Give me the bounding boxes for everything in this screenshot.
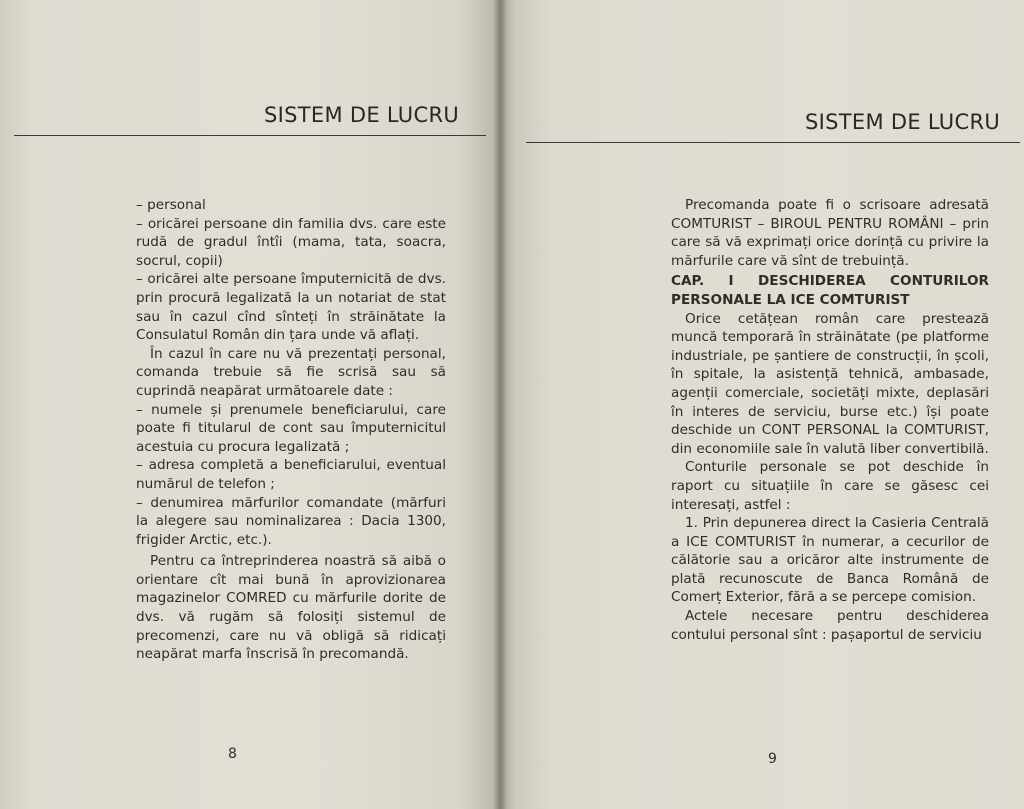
left-paragraph: – denumirea mărfurilor comandate (mărfuri la alegere sau nominalizarea : Dacia 1300, frigider Arctic, etc.).: [136, 494, 446, 548]
left-paragraph: – numele și prenumele beneficiarului, care poate fi titularul de cont sau împuternicitul acestuia cu procura legalizată ;: [136, 401, 446, 455]
left-header-rule: [14, 135, 486, 136]
right-body-text: [671, 196, 989, 644]
right-header-rule: [526, 142, 1020, 143]
left-paragraph: – oricărei alte persoane împuternicită de dvs. prin procură legalizată la un notariat de stat sau în cazul cînd sînteți în străinătate la Consulatul Român din țara unde vă aflați.: [136, 271, 446, 344]
left-paragraph: – adresa completă a beneficiarului, eventual numărul de telefon ;: [136, 457, 446, 492]
right-page-number: 9: [768, 751, 777, 767]
left-paragraph: Pentru ca întreprinderea noastră să aibă o orientare cît mai bună în aprovizionarea magazinelor COMRED cu mărfurile dorite de dvs. vă rugăm să folosiți sistemul de precomenzi, care nu vă obligă să ridicați neapărat marfa înscrisă în precomandă.: [136, 553, 446, 663]
left-page-number: 8: [228, 746, 237, 762]
right-paragraph: Orice cetățean român care prestează muncă temporară în străinătate (pe platforme industriale, pe șantiere de construcții, în școli, în spitale, la asistență tehnică, ambasade, agenții comerciale, societăți mixte, deplasări în interes de serviciu, burse etc.) își poate deschide un CONT PERSONAL la COMTURIST, din economiile sale în valută liber convertibilă.: [671, 310, 989, 457]
right-running-header: SISTEM DE LUCRU: [805, 110, 1001, 134]
right-page: [500, 0, 1024, 809]
left-paragraph: În cazul în care nu vă prezentați personal, comanda trebuie să fie scrisă sau să cuprindă neapărat următoarele date :: [136, 345, 446, 399]
left-body-text: [136, 196, 446, 664]
right-intro-paragraph: Precomanda poate fi o scrisoare adresată COMTURIST – BIROUL PENTRU ROMÂNI – prin care să vă exprimați orice dorință cu privire la mărfurile care vă sînt de trebuință.: [671, 197, 989, 269]
book-gutter-shadow: [493, 0, 507, 809]
section-heading: CAP. I DESCHIDEREA CONTURILOR PERSONALE LA ICE COMTURIST: [671, 273, 989, 308]
left-paragraph: – personal: [136, 197, 206, 213]
right-paragraph: 1. Prin depunerea direct la Casieria Centrală a ICE COMTURIST în numerar, a cecurilor de călătorie sau a oricăror alte instrumente de plată recunoscute de Banca Română de Comerț Exterior, fără a se percepe comision.: [671, 515, 989, 606]
left-page: [0, 0, 500, 809]
right-paragraph: Conturile personale se pot deschide în raport cu situațiile în care se găsesc cei interesați, astfel :: [671, 459, 989, 513]
left-paragraph: – oricărei persoane din familia dvs. care este rudă de gradul întîi (mama, tata, soacra, socrul, copii): [136, 215, 446, 269]
left-running-header: SISTEM DE LUCRU: [264, 103, 460, 127]
right-paragraph: Actele necesare pentru deschiderea contului personal sînt : pașaportul de serviciu: [671, 608, 989, 643]
